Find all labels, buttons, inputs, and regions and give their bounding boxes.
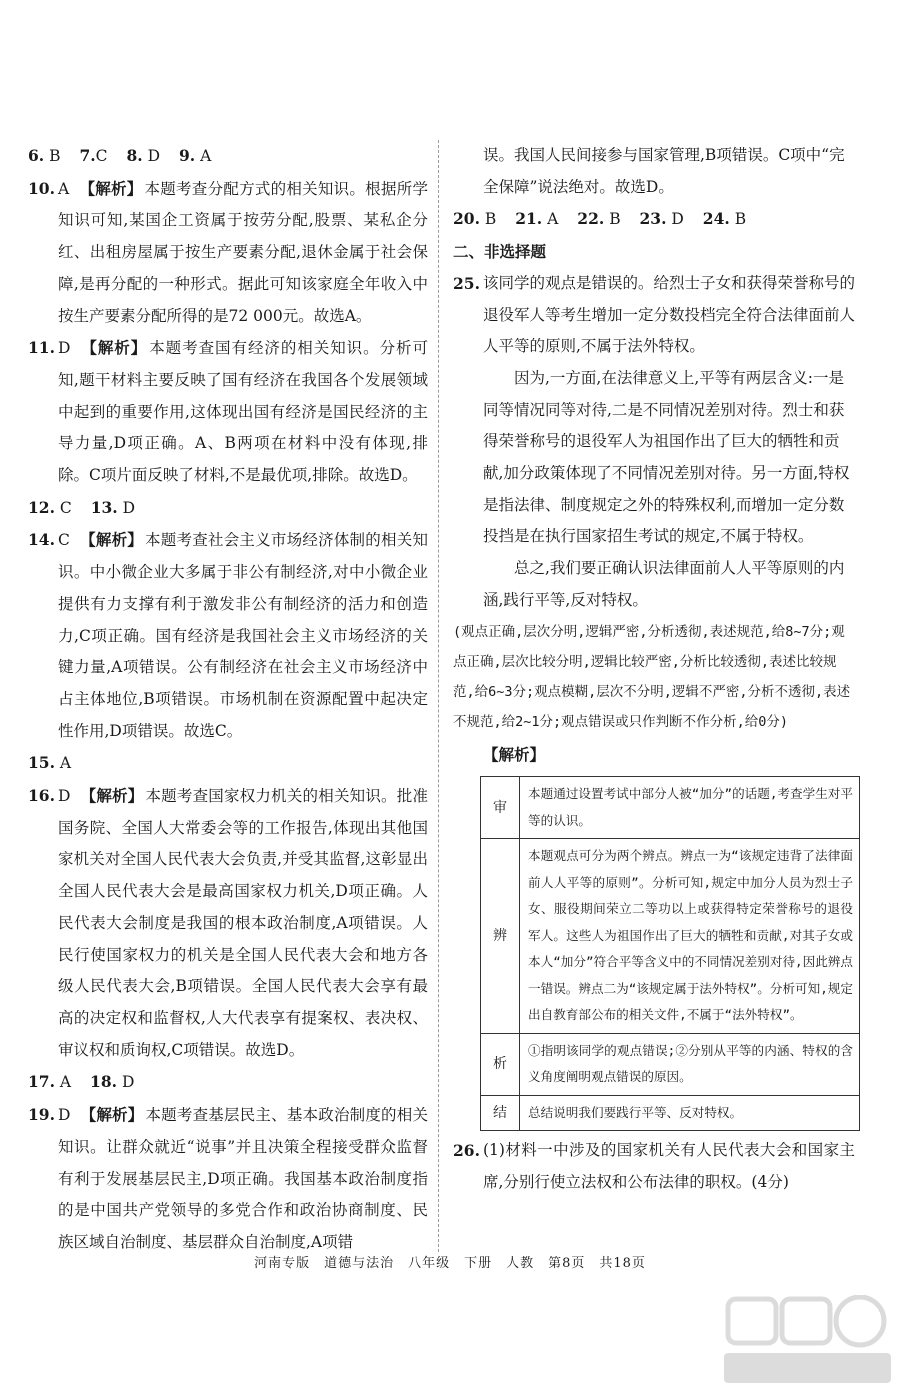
row-label: 析	[481, 1033, 520, 1095]
column-divider	[438, 140, 439, 1252]
analysis-table	[480, 776, 860, 1131]
answer-11: 11. D 【解析】 本题考查国有经济的相关知识。分析可知,题干材料主要反映了国有经济在我国各个发展领域中起到的重要作用,这体现出国有经济是国民经济的主导力量,D项正确。A、B两项在材料中没有体现,排除。C项片面反映了材料,不是最优项,排除。故选D。	[28, 338, 428, 485]
answers-6-9: 6. B 7.C 8. D 9. A	[28, 146, 212, 165]
answer-25-p2: 因为,一方面,在法律意义上,平等有两层含义:一是同等情况同等对待,二是不同情况差别对待。烈士和获得荣誉称号的退役军人为祖国作出了巨大的牺牲和贡献,加分政策体现了不同情况差别对待。另一方面,特权是指法律、制度规定之外的特殊权利,而增加一定分数投挡是在执行国家招生考试的规定,不属于特权。	[483, 368, 850, 546]
watermark-logo	[720, 1295, 895, 1387]
answers-20-24: 20. B 21. A 22. B 23. D 24. B	[453, 209, 747, 229]
table-row	[481, 777, 860, 839]
answer-19: 19. D 【解析】 本题考查基层民主、基本政治制度的相关知识。让群众就近“说事”并且决策全程接受群众监督有利于发展基层民主,D项正确。我国基本政治制度指的是中国共产党领导的多党合作和政治协商制度、民族区域自治制度、基层群众自治制度,A项错	[28, 1105, 428, 1251]
answer-15: 15. A	[28, 753, 72, 773]
table-row	[481, 1095, 860, 1131]
analysis-heading: 【解析】	[483, 744, 546, 764]
row-label: 审	[481, 777, 520, 839]
answers-12-13: 12. C 13. D	[28, 497, 136, 517]
row-text: 本题观点可分为两个辨点。辨点一为“该规定违背了法律面前人人平等的原则”。分析可知,规定中加分人员为烈士子女、服役期间荣立二等功以上或获得特定荣誉称号的退役军人。这些人为祖国作出了巨大的牺牲和贡献,对其子女或本人“加分”符合平等含义中的不同情况差别对待,因此辨点一错误。辨点二为“该规定属于法外特权”。分析可知,规定出自教育部公布的相关文件,不属于“法外特权”。	[520, 839, 860, 1034]
answer-25-p1: 25. 该同学的观点是错误的。给烈士子女和获得荣誉称号的退役军人等考生增加一定分数投档完全符合法律面前人人平等的原则,不属于法外特权。	[453, 273, 856, 356]
left-column	[28, 140, 428, 1259]
scoring-rubric: (观点正确,层次分明,逻辑严密,分析透彻,表述规范,给8~7分;观点正确,层次比较分明,逻辑比较严密,分析比较透彻,表述比较规范,给6~3分;观点模糊,层次不分明,逻辑不严密,分析不透彻,表述不规范,给2~1分;观点错误或只作判断不作分析,给0分)	[453, 623, 851, 730]
answer-10: 10. A 【解析】 本题考查分配方式的相关知识。根据所学知识可知,某国企工资属于按劳分配,股票、某私企分红、出租房屋属于按生产要素分配,退休金属于社会保障,是再分配的一种形式。据此可知该家庭全年收入中按生产要素分配所得的是72 000元。故选A。	[28, 178, 428, 325]
answer-16: 16. D 【解析】 本题考查国家权力机关的相关知识。批准国务院、全国人大常委会等的工作报告,体现出其他国家机关对全国人民代表大会负责,并受其监督,这彰显出全国人民代表大会是最高国家权力机关,D项正确。人民代表大会制度是我国的根本政治制度,A项错误。人民行使国家权力的机关是全国人民代表大会和地方各级人民代表大会,B项错误。全国人民代表大会享有最高的决定权和监督权,人大代表享有提案权、表决权、审议权和质询权,C项错误。故选D。	[28, 786, 428, 1059]
answer-19-continued: 误。我国人民间接参与国家管理,B项错误。C项中“完全保障”说法绝对。故选D。	[483, 146, 845, 196]
row-text: 本题通过设置考试中部分人被“加分”的话题,考查学生对平等的认识。	[520, 777, 860, 839]
row-label: 结	[481, 1095, 520, 1131]
answers-17-18: 17. A 18. D	[28, 1072, 135, 1092]
answer-14: 14. C 【解析】 本题考查社会主义市场经济体制的相关知识。中小微企业大多属于非公有制经济,对中小微企业提供有力支撑有利于激发非公有制经济的活力和创造力,C项正确。国有经济是我国社会主义市场经济的关键力量,A项错误。公有制经济在社会主义市场经济中占主体地位,B项错误。市场机制在资源配置中起决定性作用,D项错误。故选C。	[28, 530, 428, 740]
table-row	[481, 1033, 860, 1095]
answer-25-p3: 总之,我们要正确认识法律面前人人平等原则的内涵,践行平等,反对特权。	[483, 559, 845, 609]
table-row	[481, 839, 860, 1034]
row-text: 总结说明我们要践行平等、反对特权。	[520, 1095, 860, 1131]
row-label: 辨	[481, 839, 520, 1034]
answer-26: 26. (1)材料一中涉及的国家机关有人民代表大会和国家主席,分别行使立法权和公布法律的职权。(4分)	[453, 1141, 855, 1191]
page-footer: 河南专版 道德与法治 八年级 下册 人教 第8页 共18页	[254, 1256, 646, 1271]
section-title: 二、非选择题	[453, 242, 547, 262]
row-text: ①指明该同学的观点错误;②分别从平等的内涵、特权的含义角度阐明观点错误的原因。	[520, 1033, 860, 1095]
right-column	[453, 140, 855, 1199]
